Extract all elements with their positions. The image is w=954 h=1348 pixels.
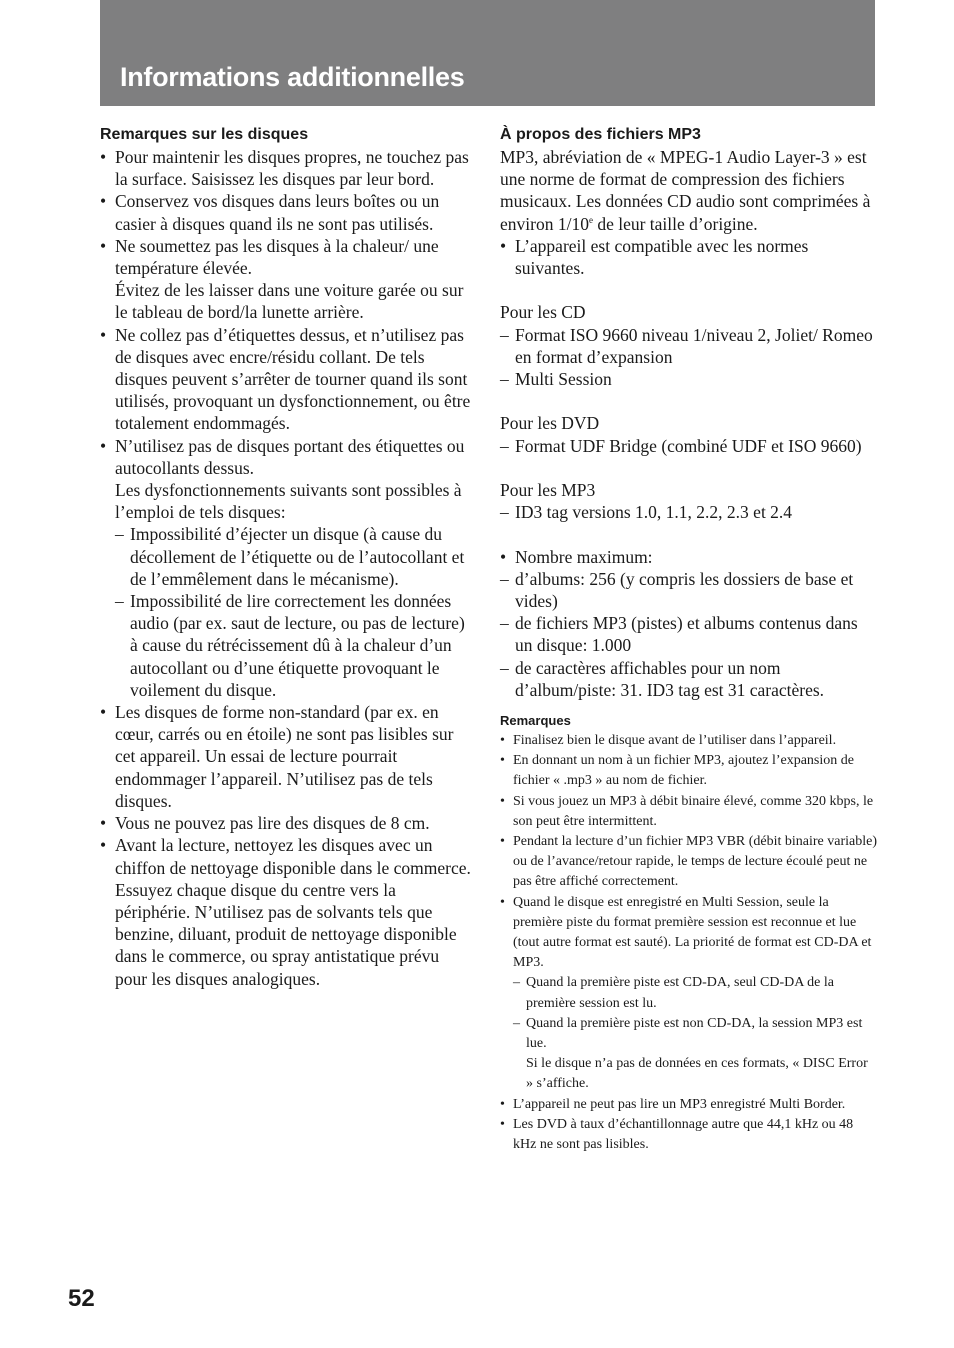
max-list	[500, 568, 878, 701]
mp3-title: Pour les MP3	[500, 480, 596, 500]
list-item: • Vous ne pouvez pas lire des disques de 8 cm.	[100, 812, 475, 834]
sub-list-item: – Impossibilité d’éjecter un disque (à cause du décollement de l’étiquette ou de l’autocollant et de l’emmêlement dans le mécanisme).	[115, 523, 475, 590]
list-item: • Si vous jouez un MP3 à débit binaire élevé, comme 320 kbps, le son peut être intermittent.	[500, 792, 878, 832]
section-header-bar	[100, 0, 875, 106]
list-item: – Multi Session	[500, 368, 878, 390]
list-item: • Conservez vos disques dans leurs boîtes ou un casier à disques quand ils ne sont pas utilisés.	[100, 190, 475, 234]
list-item: • L’appareil est compatible avec les normes suivantes.	[500, 235, 878, 279]
notes-list	[500, 731, 878, 1155]
right-column	[500, 124, 878, 1155]
list-item: • Quand le disque est enregistré en Multi Session, seule la première piste du format première session est reconnue et lue (tout autre format est sauté). La priorité de format est CD-DA et MP3. – Quand la première piste est CD-DA, seul CD-DA de la première session est lu. – Quand la première piste est non CD-DA, la session MP3 est lue. Si le disque n’a pas de données en ces formats, « DISC Error » s’affiche.	[500, 893, 878, 1095]
sub-list-item: – Quand la première piste est CD-DA, seul CD-DA de la première session est lu.	[513, 973, 878, 1013]
left-column	[100, 124, 475, 990]
cd-list	[500, 324, 878, 391]
mp3-section-title: À propos des fichiers MP3	[500, 126, 701, 143]
list-item: – ID3 tag versions 1.0, 1.1, 2.2, 2.3 et 2.4	[500, 501, 878, 523]
list-item: • Les DVD à taux d’échantillonnage autre que 44,1 kHz ou 48 kHz ne sont pas lisibles.	[500, 1115, 878, 1155]
notes-title: Remarques	[500, 713, 571, 729]
list-item: • Les disques de forme non-standard (par ex. en cœur, carrés ou en étoile) ne sont pas lisibles sur cet appareil. Un essai de lecture pourrait endommager l’appareil. N’utilisez pas de tels disques.	[100, 701, 475, 812]
list-item: • Nombre maximum:	[500, 546, 878, 568]
page-number: 52	[68, 1285, 95, 1312]
list-item: • Pendant la lecture d’un fichier MP3 VBR (débit binaire variable) ou de l’avance/retour rapide, le temps de lecture écoulé peut ne pas être affiché correctement.	[500, 832, 878, 893]
list-item: – de fichiers MP3 (pistes) et albums contenus dans un disque: 1.000	[500, 612, 878, 656]
disc-notes-list	[100, 146, 475, 990]
mp3-list	[500, 501, 878, 523]
list-item: – Format UDF Bridge (combiné UDF et ISO 9660)	[500, 435, 878, 457]
sub-list-item: – Quand la première piste est non CD-DA, la session MP3 est lue. Si le disque n’a pas de données en ces formats, « DISC Error » s’affiche.	[513, 1014, 878, 1095]
list-item: • Finalisez bien le disque avant de l’utiliser dans l’appareil.	[500, 731, 878, 751]
list-item: • Pour maintenir les disques propres, ne touchez pas la surface. Saisissez les disques par leur bord.	[100, 146, 475, 190]
list-item-extra: Les dysfonctionnements suivants sont possibles à l’emploi de tels disques:	[115, 480, 462, 523]
list-item: • N’utilisez pas de disques portant des étiquettes ou autocollants dessus. Les dysfonctionnements suivants sont possibles à l’emploi de tels disques: – Impossibilité d’éjecter un disque (à cause du décollement de l’étiquette ou de l’autocollant et de l’emmêlement dans le mécanisme). – Impossibilité de lire correctement les données audio (par ex. saut de lecture, ou pas de lecture) à cause du rétrécissement dû à la chaleur d’un autocollant ou d’une étiquette provoquant le voilement du disque.	[100, 435, 475, 701]
mp3-intro: MP3, abréviation de « MPEG-1 Audio Layer-3 » est une norme de format de compression des fichiers musicaux. Les données CD audio sont comprimées à environ 1/10e de leur taille d’origine.	[500, 147, 871, 234]
sub-list-item: – Impossibilité de lire correctement les données audio (par ex. saut de lecture, ou pas de lecture) à cause du rétrécissement dû à la chaleur d’un autocollant ou d’une étiquette provoquant le voilement du disque.	[115, 590, 475, 701]
sub-list-item-extra: Si le disque n’a pas de données en ces formats, « DISC Error » s’affiche.	[526, 1056, 868, 1092]
list-item: – Format ISO 9660 niveau 1/niveau 2, Joliet/ Romeo en format d’expansion	[500, 324, 878, 368]
list-item-extra: Évitez de les laisser dans une voiture garée ou sur le tableau de bord/la lunette arrière.	[115, 280, 464, 323]
list-item: • Ne soumettez pas les disques à la chaleur/ une température élevée. Évitez de les laisser dans une voiture garée ou sur le tableau de bord/la lunette arrière.	[100, 235, 475, 324]
list-item: • Avant la lecture, nettoyez les disques avec un chiffon de nettoyage disponible dans le commerce. Essuyez chaque disque du centre vers la périphérie. N’utilisez pas de solvants tels que benzine, diluant, produit de nettoyage disponible dans le commerce, ou spray antistatique prévu pour les disques analogiques.	[100, 834, 475, 989]
list-item: – d’albums: 256 (y compris les dossiers de base et vides)	[500, 568, 878, 612]
dvd-title: Pour les DVD	[500, 413, 600, 434]
dvd-list	[500, 435, 878, 457]
list-item: • Ne collez pas d’étiquettes dessus, et n’utilisez pas de disques avec encre/résidu collant. De tels disques peuvent s’arrêter de tourner quand ils sont utilisés, provoquant un dysfonctionnement, ou être totalement endommagés.	[100, 324, 475, 435]
malfunction-list	[115, 523, 475, 701]
disc-notes-title: Remarques sur les disques	[100, 126, 309, 143]
list-item: • L’appareil ne peut pas lire un MP3 enregistré Multi Border.	[500, 1095, 878, 1115]
section-title: Informations additionnelles	[120, 62, 465, 92]
list-item: – de caractères affichables pour un nom d’album/piste: 31. ID3 tag est 31 caractères.	[500, 657, 878, 701]
list-item: • En donnant un nom à un fichier MP3, ajoutez l’expansion de fichier « .mp3 » au nom de fichier.	[500, 751, 878, 791]
cd-title: Pour les CD	[500, 302, 586, 323]
